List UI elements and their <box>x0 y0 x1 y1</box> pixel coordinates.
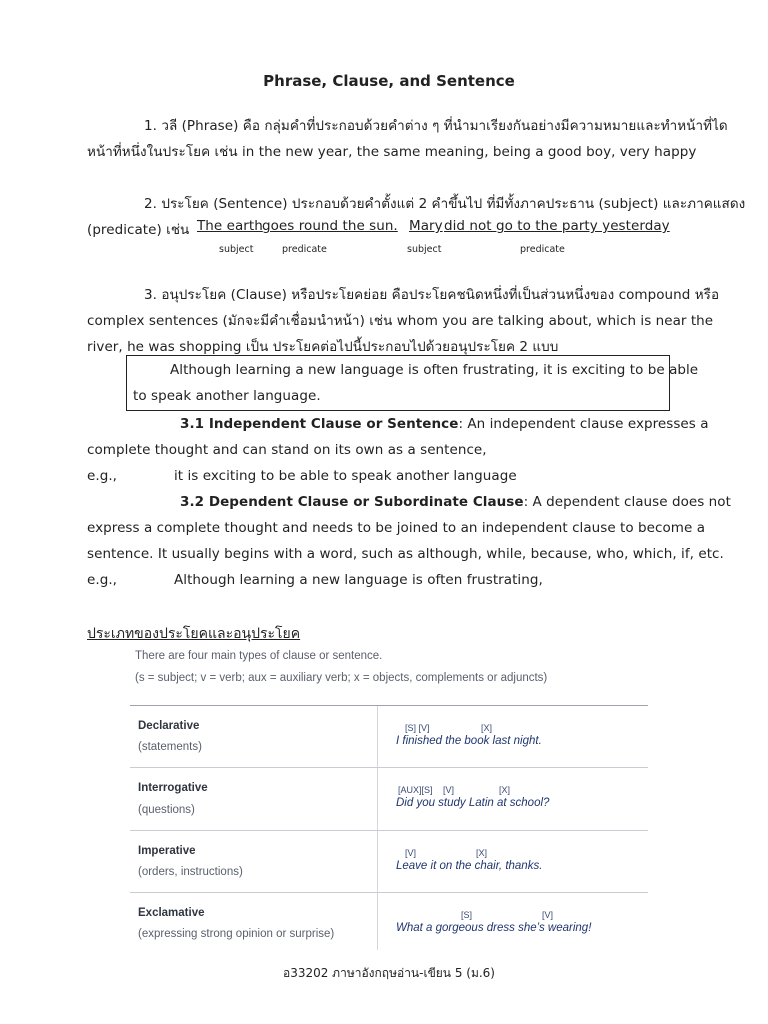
example-box-line-2: to speak another language. <box>133 388 321 404</box>
example-1-predicate: goes round the sun. <box>262 218 398 234</box>
example-2-subject: Mary <box>409 218 443 234</box>
dependent-clause-heading-line <box>180 494 731 510</box>
sentence-definition-prefix: (predicate) เช่น <box>87 222 190 238</box>
dependent-eg-label: e.g., <box>87 572 117 588</box>
dependent-clause-line-3: sentence. It usually begins with a word, such as although, while, because, who, which, if, etc. <box>87 546 724 562</box>
clause-definition-line-3: river, he was shopping เป็น ประโยคต่อไปนี้ประกอบไปด้วยอนุประโยค 2 แบบ <box>87 339 559 355</box>
tag-exclamative-v: [V] <box>542 910 554 920</box>
desc-imperative: (orders, instructions) <box>138 866 243 878</box>
tag-declarative-sv: [S] [V] <box>405 723 430 733</box>
type-exclamative: Exclamative <box>138 907 205 919</box>
desc-interrogative: (questions) <box>138 804 195 816</box>
clause-definition-line-2: complex sentences (มักจะมีคำเชื่อมนำหน้า) เช่น whom you are talking about, which is near the <box>87 313 714 329</box>
tag-declarative-x: [X] <box>481 723 493 733</box>
independent-clause-line-2: complete thought and can stand on its own as a sentence, <box>87 442 487 458</box>
page-footer: อ33202 ภาษาอังกฤษอ่าน-เขียน 5 (ม.6) <box>282 966 495 980</box>
phrase-definition-line-1: 1. วลี (Phrase) คือ กลุ่มคำที่ประกอบด้วยคำต่าง ๆ ที่นำมาเรียงกันอย่างมีความหมายและทำหน้าที่ได <box>144 118 728 134</box>
independent-eg-text: it is exciting to be able to speak another language <box>174 468 517 484</box>
dependent-clause-line-2: express a complete thought and needs to be joined to an independent clause to become a <box>87 520 706 536</box>
tag-interrogative-x: [X] <box>499 785 511 795</box>
type-imperative: Imperative <box>138 845 196 857</box>
example-imperative: Leave it on the chair, thanks. <box>396 860 543 872</box>
table-column-divider <box>377 706 378 950</box>
label-subject-2: subject <box>407 244 442 255</box>
dependent-clause-heading: 3.2 Dependent Clause or Subordinate Clause <box>180 494 524 510</box>
independent-clause-heading-line <box>180 416 709 432</box>
example-declarative: I finished the book last night. <box>396 735 542 747</box>
label-predicate-1: predicate <box>282 244 327 255</box>
example-2-predicate: did not go to the party yesterday <box>444 218 670 234</box>
table-row-divider <box>130 892 648 893</box>
desc-declarative: (statements) <box>138 741 202 753</box>
sentence-definition-line-1: 2. ประโยค (Sentence) ประกอบด้วยคำตั้งแต่ 2 คำขึ้นไป ที่มีทั้งภาคประธาน (subject) และภาคแสดง <box>144 196 746 212</box>
phrase-definition-line-2: หน้าที่หนึ่งในประโยค เช่น in the new year, the same meaning, being a good boy, very happy <box>87 144 697 160</box>
label-subject-1: subject <box>219 244 254 255</box>
types-section-heading: ประเภทของประโยคและอนุประโยค <box>87 626 301 642</box>
example-1-subject: The earth <box>197 218 263 234</box>
page-title: Phrase, Clause, and Sentence <box>263 72 515 90</box>
tag-imperative-x: [X] <box>476 848 488 858</box>
independent-clause-heading: 3.1 Independent Clause or Sentence <box>180 416 459 432</box>
table-top-border <box>130 705 648 706</box>
table-row-divider <box>130 830 648 831</box>
independent-clause-text: : An independent clause expresses a <box>458 416 709 432</box>
tag-interrogative-v: [V] <box>443 785 455 795</box>
clause-definition-line-1: 3. อนุประโยค (Clause) หรือประโยคย่อย คือประโยคชนิดหนึ่งที่เป็นส่วนหนึ่งของ compound หรือ <box>144 287 720 303</box>
dependent-eg-text: Although learning a new language is often frustrating, <box>174 572 543 588</box>
label-predicate-2: predicate <box>520 244 565 255</box>
desc-exclamative: (expressing strong opinion or surprise) <box>138 928 335 940</box>
dependent-clause-text: : A dependent clause does not <box>523 494 731 510</box>
independent-eg-label: e.g., <box>87 468 117 484</box>
type-declarative: Declarative <box>138 720 200 732</box>
table-intro-line-2: (s = subject; v = verb; aux = auxiliary verb; x = objects, complements or adjuncts) <box>135 672 548 684</box>
table-row-divider <box>130 767 648 768</box>
tag-interrogative-aux-s: [AUX][S] <box>398 785 433 795</box>
example-exclamative: What a gorgeous dress she’s wearing! <box>396 922 592 934</box>
tag-imperative-v: [V] <box>405 848 417 858</box>
example-interrogative: Did you study Latin at school? <box>396 797 550 809</box>
example-box-line-1: Although learning a new language is often frustrating, it is exciting to be able <box>170 362 699 378</box>
tag-exclamative-s: [S] <box>461 910 473 920</box>
table-intro-line-1: There are four main types of clause or sentence. <box>135 650 383 662</box>
type-interrogative: Interrogative <box>138 782 208 794</box>
